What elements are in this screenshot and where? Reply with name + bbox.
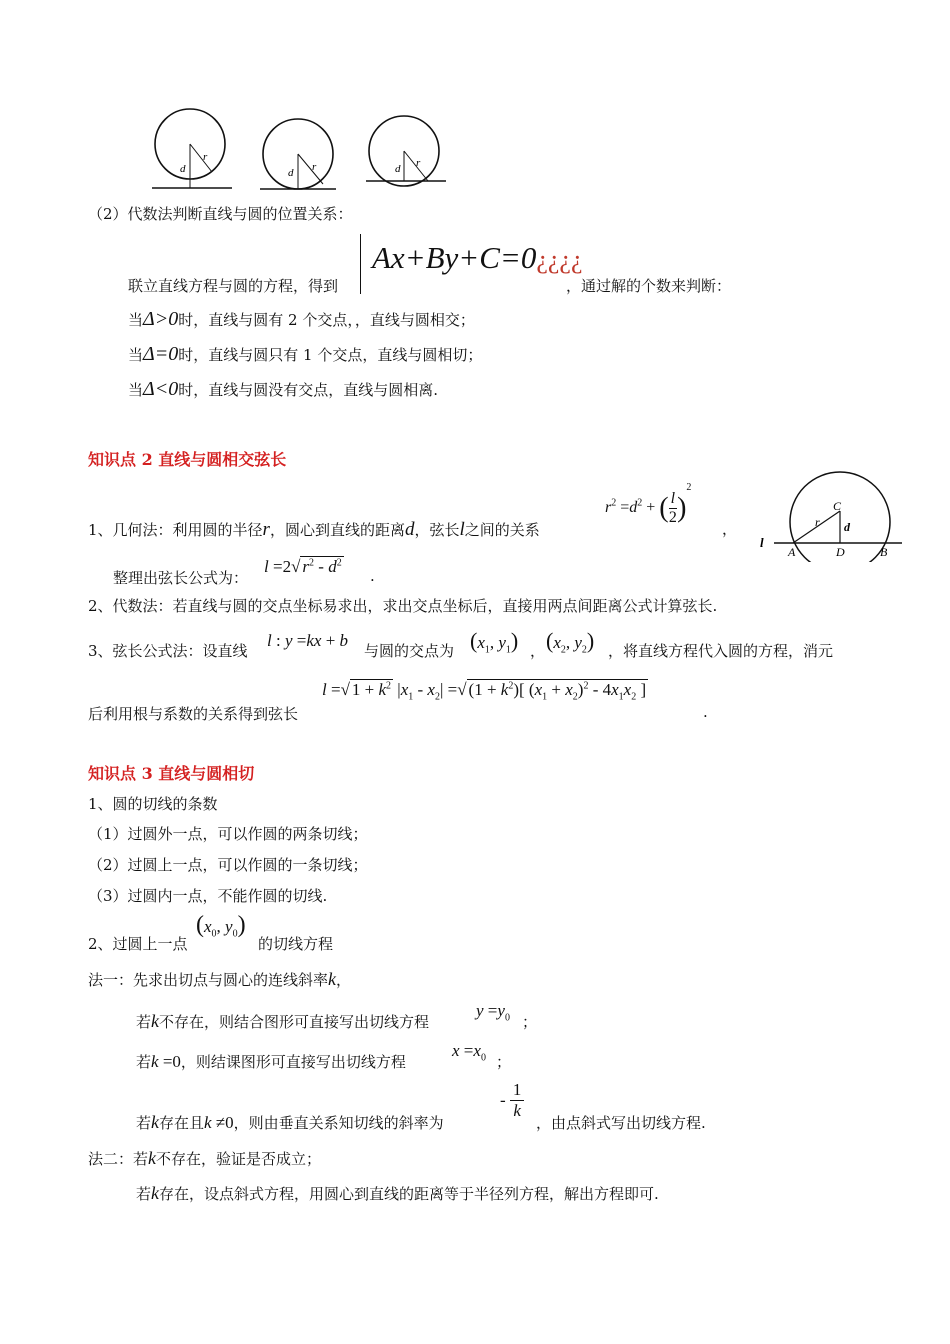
label-B: B bbox=[880, 545, 888, 559]
eq-x-x0: $x =x_0$ bbox=[452, 1041, 486, 1064]
label-C: C bbox=[833, 499, 842, 513]
garbled-glyphs: ¿¿¿¿ bbox=[536, 245, 583, 274]
method-2-line1: 法二：若k不存在，验证是否成立； bbox=[88, 1148, 322, 1168]
chord-formula: l =2√ $r^2 - d^2$ bbox=[264, 557, 342, 576]
eq-y-y0: $y =y_0$ bbox=[476, 1001, 510, 1024]
m1-case-1: 若k不存在，则结合图形可直接写出切线方程 bbox=[136, 1011, 430, 1031]
relation-formula: $r^2 =d^2$ + ( $\frac{l}{2}$ )$^2$ bbox=[605, 482, 692, 526]
section-2-heading: 知识点 2 直线与圆相交弦长 bbox=[88, 450, 287, 469]
label-l: l bbox=[760, 535, 764, 550]
chord-long-formula: l =√ $1 + k^2$ $|x_1 - x_2|$ =√ $(1 + k^2)$[ $(x_1 + x_2)^2 - 4x_1x_2$ ] bbox=[322, 680, 647, 703]
point-1: ($x_1$, $y_1$) bbox=[470, 628, 519, 656]
label-d: d bbox=[844, 520, 850, 534]
chord-figure bbox=[756, 470, 906, 562]
alg-chord-method: 2、代数法：若直线与圆的交点坐标易求出，求出交点坐标后，直接用两点间距离公式计算弦长. bbox=[88, 597, 718, 615]
tangent-count-title: 1、圆的切线的条数 bbox=[88, 795, 218, 813]
formula-method-line1: 3、弦长公式法：设直线 bbox=[88, 642, 248, 660]
svg-text:d: d bbox=[395, 163, 401, 175]
system-brace bbox=[360, 234, 369, 294]
relation-end: ， bbox=[722, 520, 738, 538]
label-A: A bbox=[788, 545, 796, 559]
chord-formula-line: 整理出弦长公式为： bbox=[113, 569, 249, 587]
circle-position-figures bbox=[140, 108, 470, 194]
tangent-case-2: （2）过圆上一点，可以作圆的一条切线； bbox=[88, 856, 368, 874]
combine-text-pre: 联立直线方程与圆的方程，得到 bbox=[128, 277, 339, 295]
m1-case-3: 若k存在且k ≠0，则由垂直关系知切线的斜率为 bbox=[136, 1112, 444, 1132]
label-D: D bbox=[836, 545, 845, 559]
case-lt0: 当Δ<0时，直线与圆没有交点，直线与圆相离. bbox=[128, 378, 439, 400]
geo-method: 1、几何法：利用圆的半径r，圆心到直线的距离d，弦长l之间的关系 bbox=[88, 519, 540, 540]
system-equation: Ax+By+C=0¿¿¿¿ bbox=[372, 240, 583, 275]
svg-text:r: r bbox=[312, 161, 317, 173]
label-r: r bbox=[815, 515, 820, 529]
svg-text:r: r bbox=[416, 157, 421, 169]
alg-method-title: （2）代数法判断直线与圆的位置关系： bbox=[88, 205, 353, 223]
svg-text:r: r bbox=[203, 151, 208, 163]
tangent-case-1: （1）过圆外一点，可以作圆的两条切线； bbox=[88, 825, 368, 843]
figure-tangent bbox=[260, 119, 336, 189]
tangent-eq-title: 2、过圆上一点 bbox=[88, 935, 188, 953]
case-eq0: 当Δ=0时，直线与圆只有 1 个交点，直线与圆相切； bbox=[128, 343, 483, 365]
intersection-text: 与圆的交点为 bbox=[364, 642, 455, 660]
formula-method-line2: 后利用根与系数的关系得到弦长 bbox=[88, 705, 299, 723]
figure-intersect bbox=[366, 116, 446, 186]
method-2-line2: 若k存在，设点斜式方程，用圆心到直线的距离等于半径列方程，解出方程即可. bbox=[136, 1183, 659, 1203]
method-1: 法一：先求出切点与圆心的连线斜率k， bbox=[88, 969, 352, 989]
formula-method-line1-end: ，将直线方程代入圆的方程，消元 bbox=[608, 642, 834, 660]
slope-neg-reciprocal: - $\frac{1}{k}$ bbox=[500, 1080, 524, 1121]
svg-text:d: d bbox=[180, 163, 186, 175]
chord-formula-end: . bbox=[370, 567, 375, 585]
m1-case-2: 若k =0，则结课图形可直接写出切线方程 bbox=[136, 1052, 406, 1071]
combine-text-post: ，通过解的个数来判断： bbox=[566, 277, 732, 295]
point-2: ($x_2$, $y_2$) bbox=[546, 628, 595, 656]
tangent-point: ($x_0$, $y_0$) bbox=[196, 912, 246, 940]
svg-text:d: d bbox=[288, 167, 294, 179]
tangent-case-3: （3）过圆内一点，不能作圆的切线. bbox=[88, 887, 328, 905]
figure-separate bbox=[152, 109, 232, 188]
case-gt0: 当Δ>0时，直线与圆有 2 个交点，，直线与圆相交； bbox=[128, 308, 475, 330]
section-3-heading: 知识点 3 直线与圆相切 bbox=[88, 764, 255, 783]
line-equation: l : y =kx + b bbox=[267, 631, 349, 650]
